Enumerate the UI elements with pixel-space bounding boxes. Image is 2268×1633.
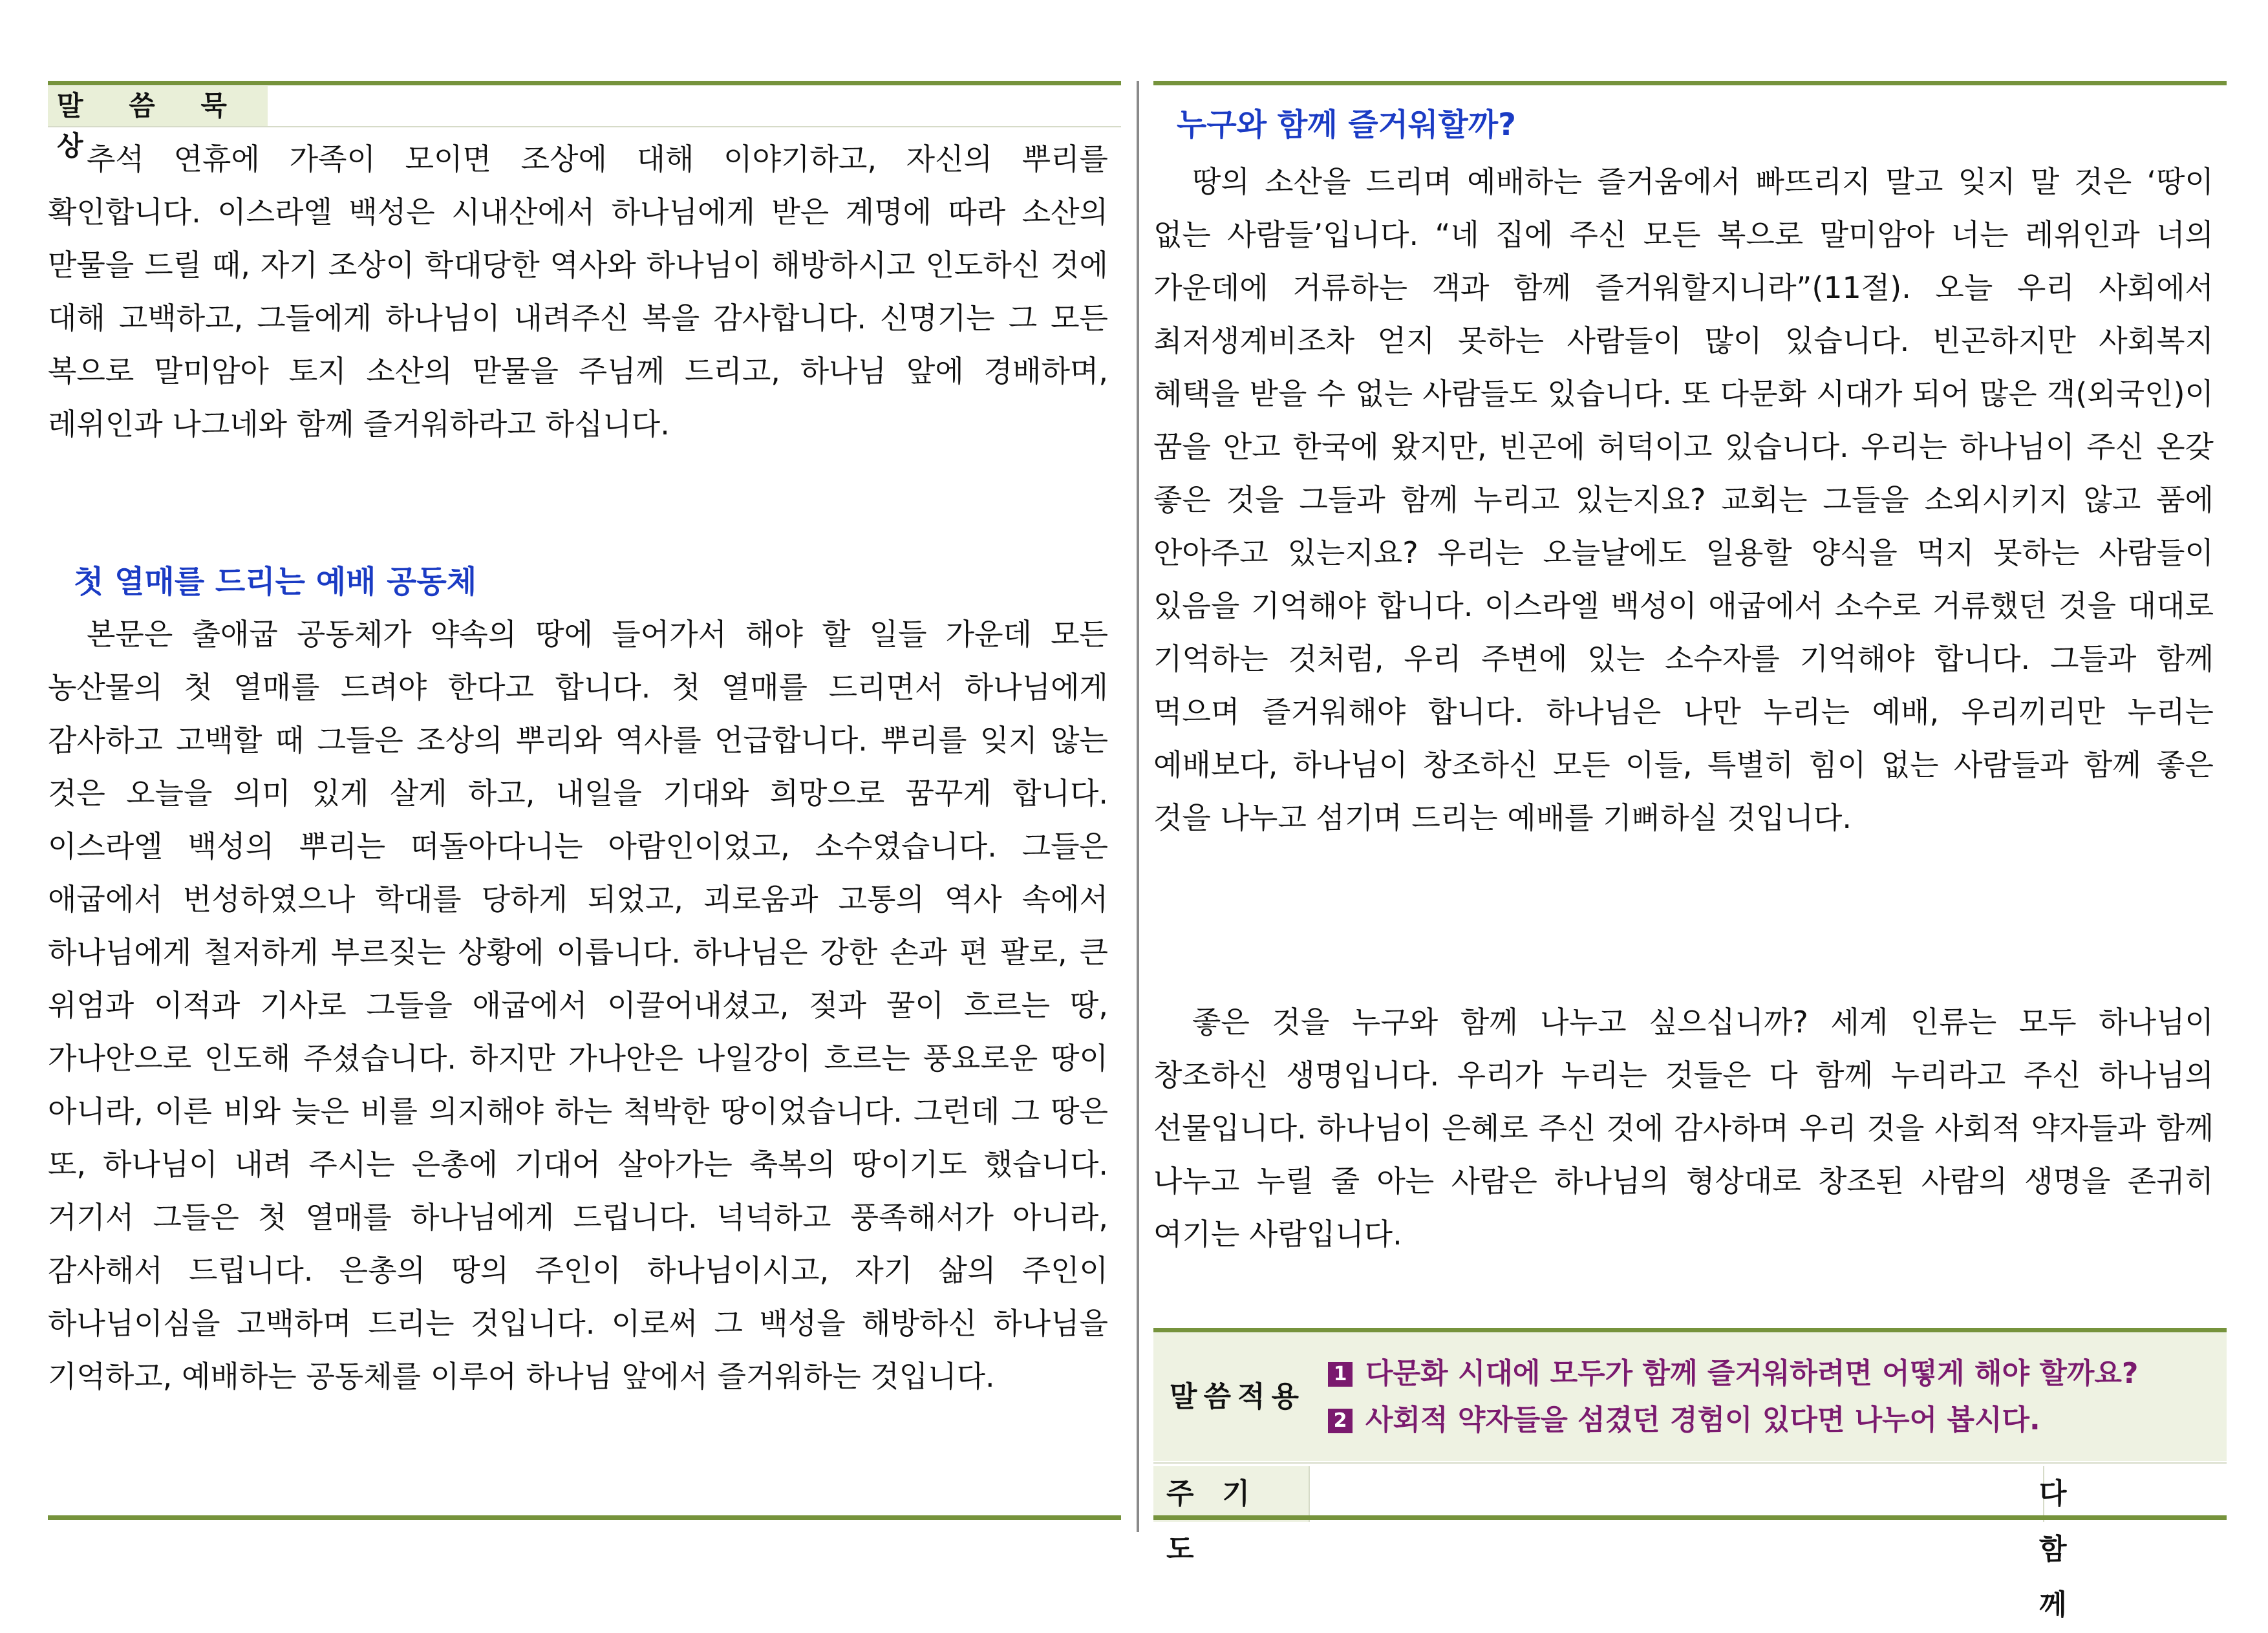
word-application-box — [1153, 1333, 2227, 1461]
application-question-2 — [1328, 1398, 2040, 1443]
prayer-separator — [1309, 1466, 1310, 1522]
with-whom-paragraph-1: 땅의 소산을 드리며 예배하는 즐거움에서 빠뜨리지 말고 잊지 말 것은 ‘땅이 없는 사람들’입니다. “네 집에 주신 모든 복으로 말미암아 너는 레위인과 너의 가운데에 거류하는 객과 함께 즐거워할지니라”(11절). 오늘 우리 사회에서 최저생계비조차 얻지 못하는 사람들이 많이 있습니다. 빈곤하지만 사회복지 혜택을 받을 수 없는 사람들도 있습니다. 또 다문화 시대가 되어 많은 객(외국인)이 꿈을 안고 한국에 왔지만, 빈곤에 허덕이고 있습니다. 우리는 하나님이 주신 온갖 좋은 것을 그들과 함께 누리고 있는지요? 교회는 그들을 소외시키지 않고 품에 안아주고 있는지요? 우리는 오늘날에도 일용할 양식을 먹지 못하는 사람들이 있음을 기억해야 합니다. 이스라엘 백성이 애굽에서 소수로 거류했던 것을 대대로 기억하는 것처럼, 우리 주변에 있는 소수자를 기억해야 합니다. 그들과 함께 먹으며 즐거워해야 합니다. 하나님은 나만 누리는 예배, 우리끼리만 누리는 예배보다, 하나님이 창조하신 모든 이들, 특별히 힘이 없는 사람들과 함께 좋은 것을 나누고 섬기며 드리는 예배를 기뻐하실 것입니다. — [1153, 164, 2214, 835]
first-fruits-paragraph: 본문은 출애굽 공동체가 약속의 땅에 들어가서 해야 할 일들 가운데 모든 농산물의 첫 열매를 드려야 한다고 합니다. 첫 열매를 드리면서 하나님에게 감사하고 고백할 때 그들은 조상의 뿌리와 역사를 언급합니다. 뿌리를 잊지 않는 것은 오늘을 의미 있게 살게 하고, 내일을 기대와 희망으로 꿈꾸게 합니다. 이스라엘 백성의 뿌리는 떠돌아다니는 아람인이었고, 소수였습니다. 그들은 애굽에서 번성하였으나 학대를 당하게 되었고, 괴로움과 고통의 역사 속에서 하나님에게 철저하게 부르짖는 상황에 이릅니다. 하나님은 강한 손과 편 팔로, 큰 위엄과 이적과 기사로 그들을 애굽에서 이끌어내셨고, 젖과 꿀이 흐르는 땅, 가나안으로 인도해 주셨습니다. 하지만 가나안은 나일강이 흐르는 풍요로운 땅이 아니라, 이른 비와 늦은 비를 의지해야 하는 척박한 땅이었습니다. 그런데 그 땅은 또, 하나님이 내려 주시는 은총에 기대어 살아가는 축복의 땅이기도 했습니다. 거기서 그들은 첫 열매를 하나님에게 드립니다. 넉넉하고 풍족해서가 아니라, 감사해서 드립니다. 은총의 땅의 주인이 하나님이시고, 자기 삶의 주인이 하나님이심을 고백하며 드리는 것입니다. 이로써 그 백성을 해방하신 하나님을 기억하고, 예배하는 공동체를 이루어 하나님 앞에서 즐거워하는 것입니다. — [48, 617, 1108, 1394]
top-green-rule — [48, 81, 1121, 85]
apply-top-rule — [1153, 1328, 2227, 1332]
lords-prayer-label: 주기도 — [1166, 1477, 1279, 1566]
application-question-1 — [1328, 1351, 2138, 1396]
lords-prayer-row — [1153, 1466, 2227, 1621]
bottom-green-rule — [48, 1515, 1121, 1520]
apply-bottom-rule — [1153, 1462, 2227, 1464]
intro-paragraph: 추석 연휴에 가족이 모이면 조상에 대해 이야기하고, 자신의 뿌리를 확인합니다. 이스라엘 백성은 시내산에서 하나님에게 받은 계명에 따라 소산의 맏물을 드릴 때, 자기 조상이 학대당한 역사와 하나님이 해방하시고 인도하신 것에 대해 고백하고, 그들에게 하나님이 내려주신 복을 감사합니다. 신명기는 그 모든 복으로 말미암아 토지 소산의 맏물을 주님께 드리고, 하나님 앞에 경배하며, 레위인과 나그네와 함께 즐거워하라고 하십니다. — [48, 142, 1108, 442]
question-2-text: 사회적 약자들을 섬겼던 경험이 있다면 나누어 봅시다. — [1365, 1404, 2040, 1436]
label-underline — [48, 126, 1121, 127]
bottom-green-rule-right — [1153, 1515, 2227, 1520]
word-application-label: 말씀적용 — [1169, 1380, 1305, 1413]
all-together-label: 다 함 께 — [2039, 1477, 2107, 1621]
number-badge-1: 1 — [1328, 1362, 1353, 1387]
top-green-rule-right — [1153, 81, 2227, 85]
section-heading-with-whom: 누구와 함께 즐거워할까? — [1177, 107, 1516, 143]
column-divider — [1137, 81, 1139, 1532]
section-heading-first-fruits: 첫 열매를 드리는 예배 공동체 — [74, 564, 477, 600]
section-label-meditation: 말 씀 묵 상 — [48, 86, 268, 126]
with-whom-paragraph-2: 좋은 것을 누구와 함께 나누고 싶으십니까? 세계 인류는 모두 하나님이 창조하신 생명입니다. 우리가 누리는 것들은 다 함께 누리라고 주신 하나님의 선물입니다. 하나님이 은혜로 주신 것에 감사하며 우리 것을 사회적 약자들과 함께 나누고 누릴 줄 아는 사람은 하나님의 형상대로 창조된 사람의 생명을 존귀히 여기는 사람입니다. — [1153, 1005, 2214, 1252]
question-1-text: 다문화 시대에 모두가 함께 즐거워하려면 어떻게 해야 할까요? — [1365, 1357, 2139, 1390]
number-badge-2: 2 — [1328, 1409, 1353, 1433]
